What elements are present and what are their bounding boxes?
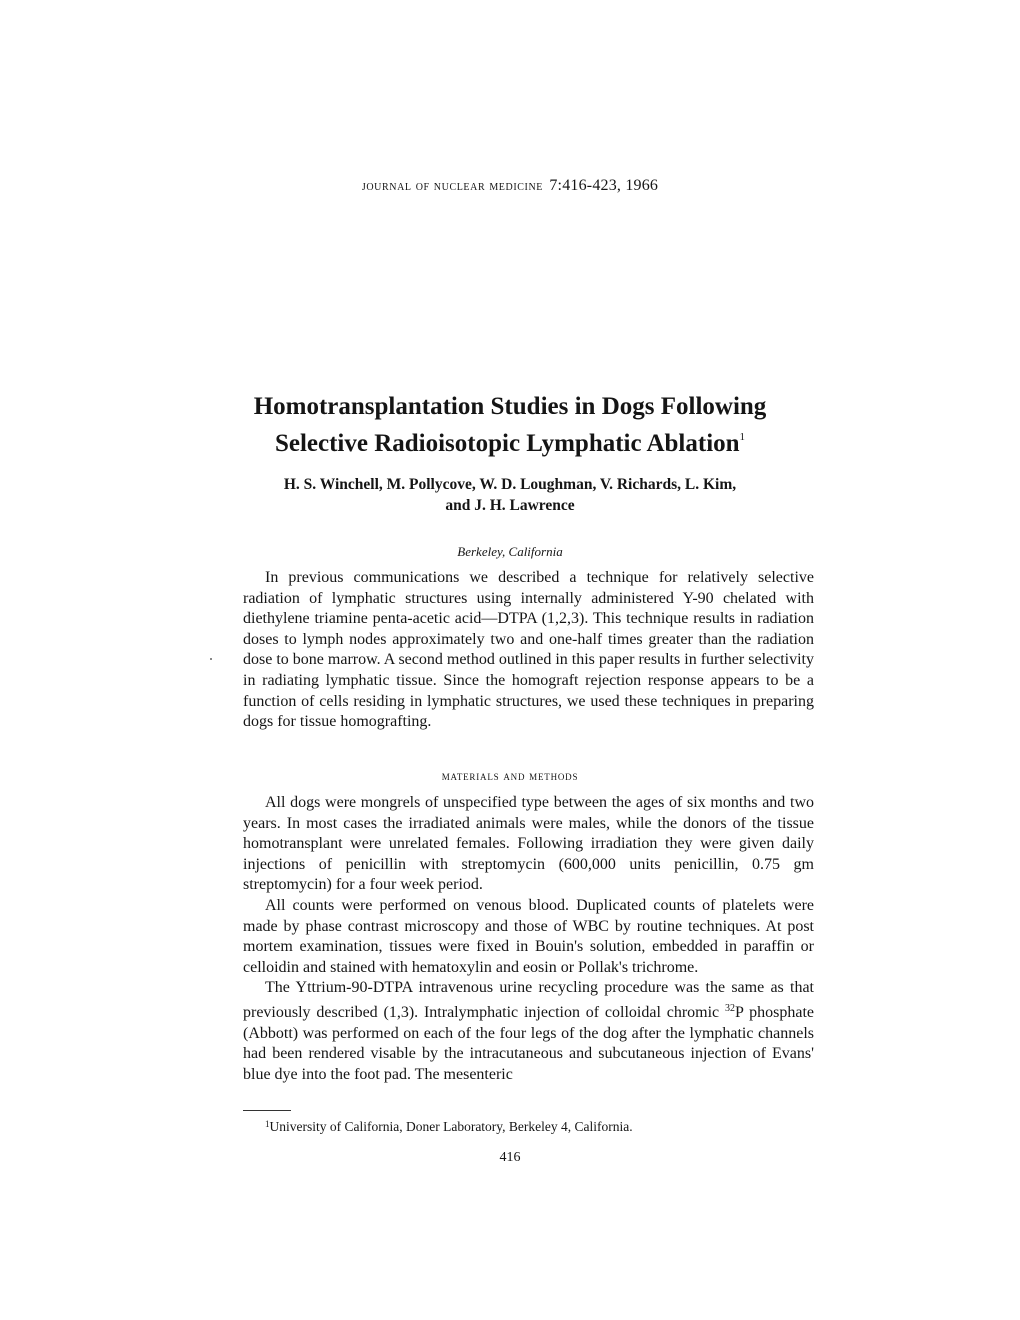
footnote-divider <box>243 1110 291 1111</box>
footnote-text: University of California, Doner Laboratory, Berkeley 4, California. <box>269 1119 633 1134</box>
journal-citation: 7:416-423, 1966 <box>549 177 659 194</box>
authors-line-2: and J. H. Lawrence <box>445 497 575 514</box>
footnote-marker: 1 <box>265 1119 270 1129</box>
article-title <box>0 392 1020 459</box>
scan-speck <box>210 658 212 660</box>
abstract-paragraph: In previous communications we described a technique for relatively selective radiation of lymphatic structures using internally administered Y-90 chelated with diethylene triamine penta-acetic acid—DTPA (1,2,3). This technique results in radiation doses to lymph nodes approximately two and one-half times greater than the radiation dose to bone marrow. A second method outlined in this paper results in further selectivity in radiating lymphatic tissue. Since the homograft rejection response appears to be a function of cells residing in lymphatic structures, we used these techniques in preparing dogs for tissue homografting. <box>243 569 814 731</box>
title-line-2-text: Selective Radioisotopic Lymphatic Ablation <box>274 430 740 457</box>
section-heading: materials and methods <box>441 769 579 783</box>
body-paragraph-3-part-b: P phosphate (Abbott) was performed on each of the four legs of the dog after the lymphatic channels had been rendered visable by the intracutaneous and subcutaneous injection of Evans' blue dye into the foot pad. The mesenteric <box>243 1003 814 1083</box>
abstract <box>243 568 814 733</box>
title-line-1: Homotransplantation Studies in Dogs Following <box>253 393 767 420</box>
title-footnote-marker: 1 <box>739 431 746 443</box>
journal-name: journal of nuclear medicine <box>361 179 544 194</box>
running-head <box>0 177 1020 195</box>
isotope-superscript: 32 <box>724 1002 735 1014</box>
authors-line-1: H. S. Winchell, M. Pollycove, W. D. Loughman, V. Richards, L. Kim, <box>283 476 737 493</box>
title-line-2 <box>0 422 1020 459</box>
author-list <box>0 474 1020 516</box>
affiliation: Berkeley, California <box>457 544 563 559</box>
body-paragraph-1: All dogs were mongrels of unspecified type between the ages of six months and two years. In most cases the irradiated animals were males, while the donors of the tissue homotransplant were unrelated females. Following irradiation they were given daily injections of penicillin with streptomycin (600,000 units penicillin, 0.75 gm streptomycin) for a four week period. <box>243 794 814 894</box>
footnote <box>265 1119 633 1135</box>
body-paragraph-3-part-a: The Yttrium-90-DTPA intravenous urine recycling procedure was the same as that previously described (1,3). Intralymphatic injection of colloidal chromic <box>243 979 814 1021</box>
body-paragraph-2: All counts were performed on venous blood. Duplicated counts of platelets were made by phase contrast microscopy and those of WBC by routine techniques. At post mortem examination, tissues were fixed in Bouin's solution, embedded in paraffin or celloidin and stained with hematoxylin and eosin or Pollak's trichrome. <box>243 896 814 976</box>
body-text <box>243 793 814 1085</box>
body-paragraph-3 <box>243 978 814 1085</box>
page-number: 416 <box>499 1150 521 1165</box>
